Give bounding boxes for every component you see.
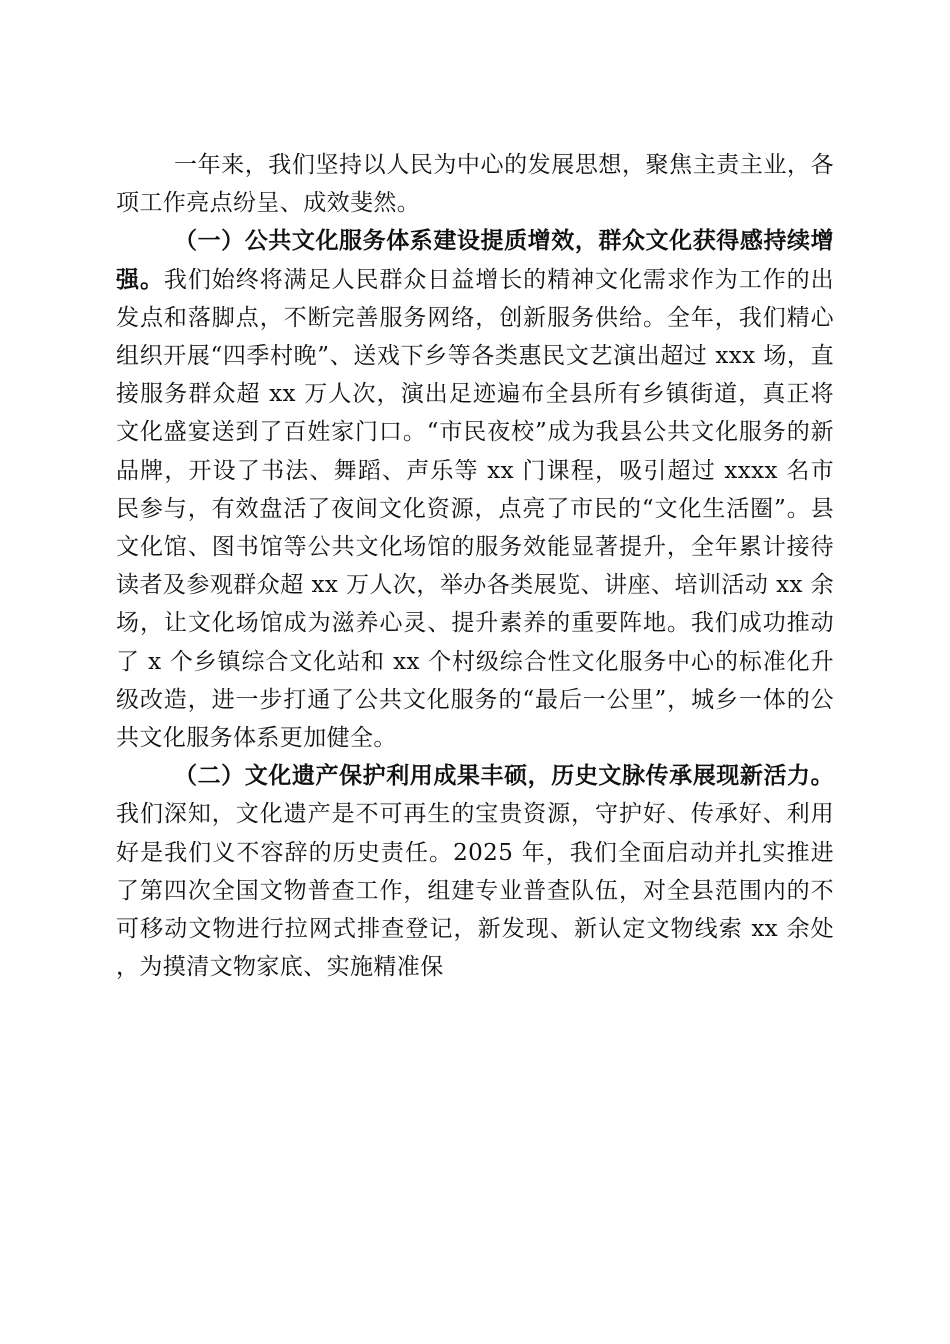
document-body <box>116 146 834 986</box>
section-one-text: 我们始终将满足人民群众日益增长的精神文化需求作为工作的出发点和落脚点，不断完善服务网络，创新服务供给。全年，我们精心组织开展“四季村晚”、送戏下乡等各类惠民文艺演出超过 xxx 场，直接服务群众超 xx 万人次，演出足迹遍布全县所有乡镇街道，真正将文化盛宴送到了百姓家门口。“市民夜校”成为我县公共文化服务的新品牌，开设了书法、舞蹈、声乐等 xx 门课程，吸引超过 xxxx 名市民参与，有效盘活了夜间文化资源，点亮了市民的“文化生活圈”。县文化馆、图书馆等公共文化场馆的服务效能显著提升，全年累计接待读者及参观群众超 xx 万人次，举办各类展览、讲座、培训活动 xx 余场，让文化场馆成为滋养心灵、提升素养的重要阵地。我们成功推动了 x 个乡镇综合文化站和 xx 个村级综合性文化服务中心的标准化升级改造，进一步打通了公共文化服务的“最后一公里”，城乡一体的公共文化服务体系更加健全。 <box>116 266 834 752</box>
intro-text: 一年来，我们坚持以人民为中心的发展思想，聚焦主责主业，各项工作亮点纷呈、成效斐然。 <box>116 152 834 217</box>
section-one-heading: （一）公共文化服务体系建设提质增效，群众文化获得感持续增强。 <box>116 227 834 293</box>
section-two-paragraph <box>116 757 834 986</box>
section-one-paragraph <box>116 222 834 757</box>
section-two-text: 我们深知，文化遗产是不可再生的宝贵资源，守护好、传承好、利用好是我们义不容辞的历史责任。2025 年，我们全面启动并扎实推进了第四次全国文物普查工作，组建专业普查队伍，对全县范围内的不可移动文物进行拉网式排查登记，新发现、新认定文物线索 xx 余处，为摸清文物家底、实施精准保 <box>116 801 834 981</box>
section-two-heading: （二）文化遗产保护利用成果丰硕，历史文脉传承展现新活力。 <box>174 762 834 790</box>
intro-paragraph <box>116 146 834 222</box>
